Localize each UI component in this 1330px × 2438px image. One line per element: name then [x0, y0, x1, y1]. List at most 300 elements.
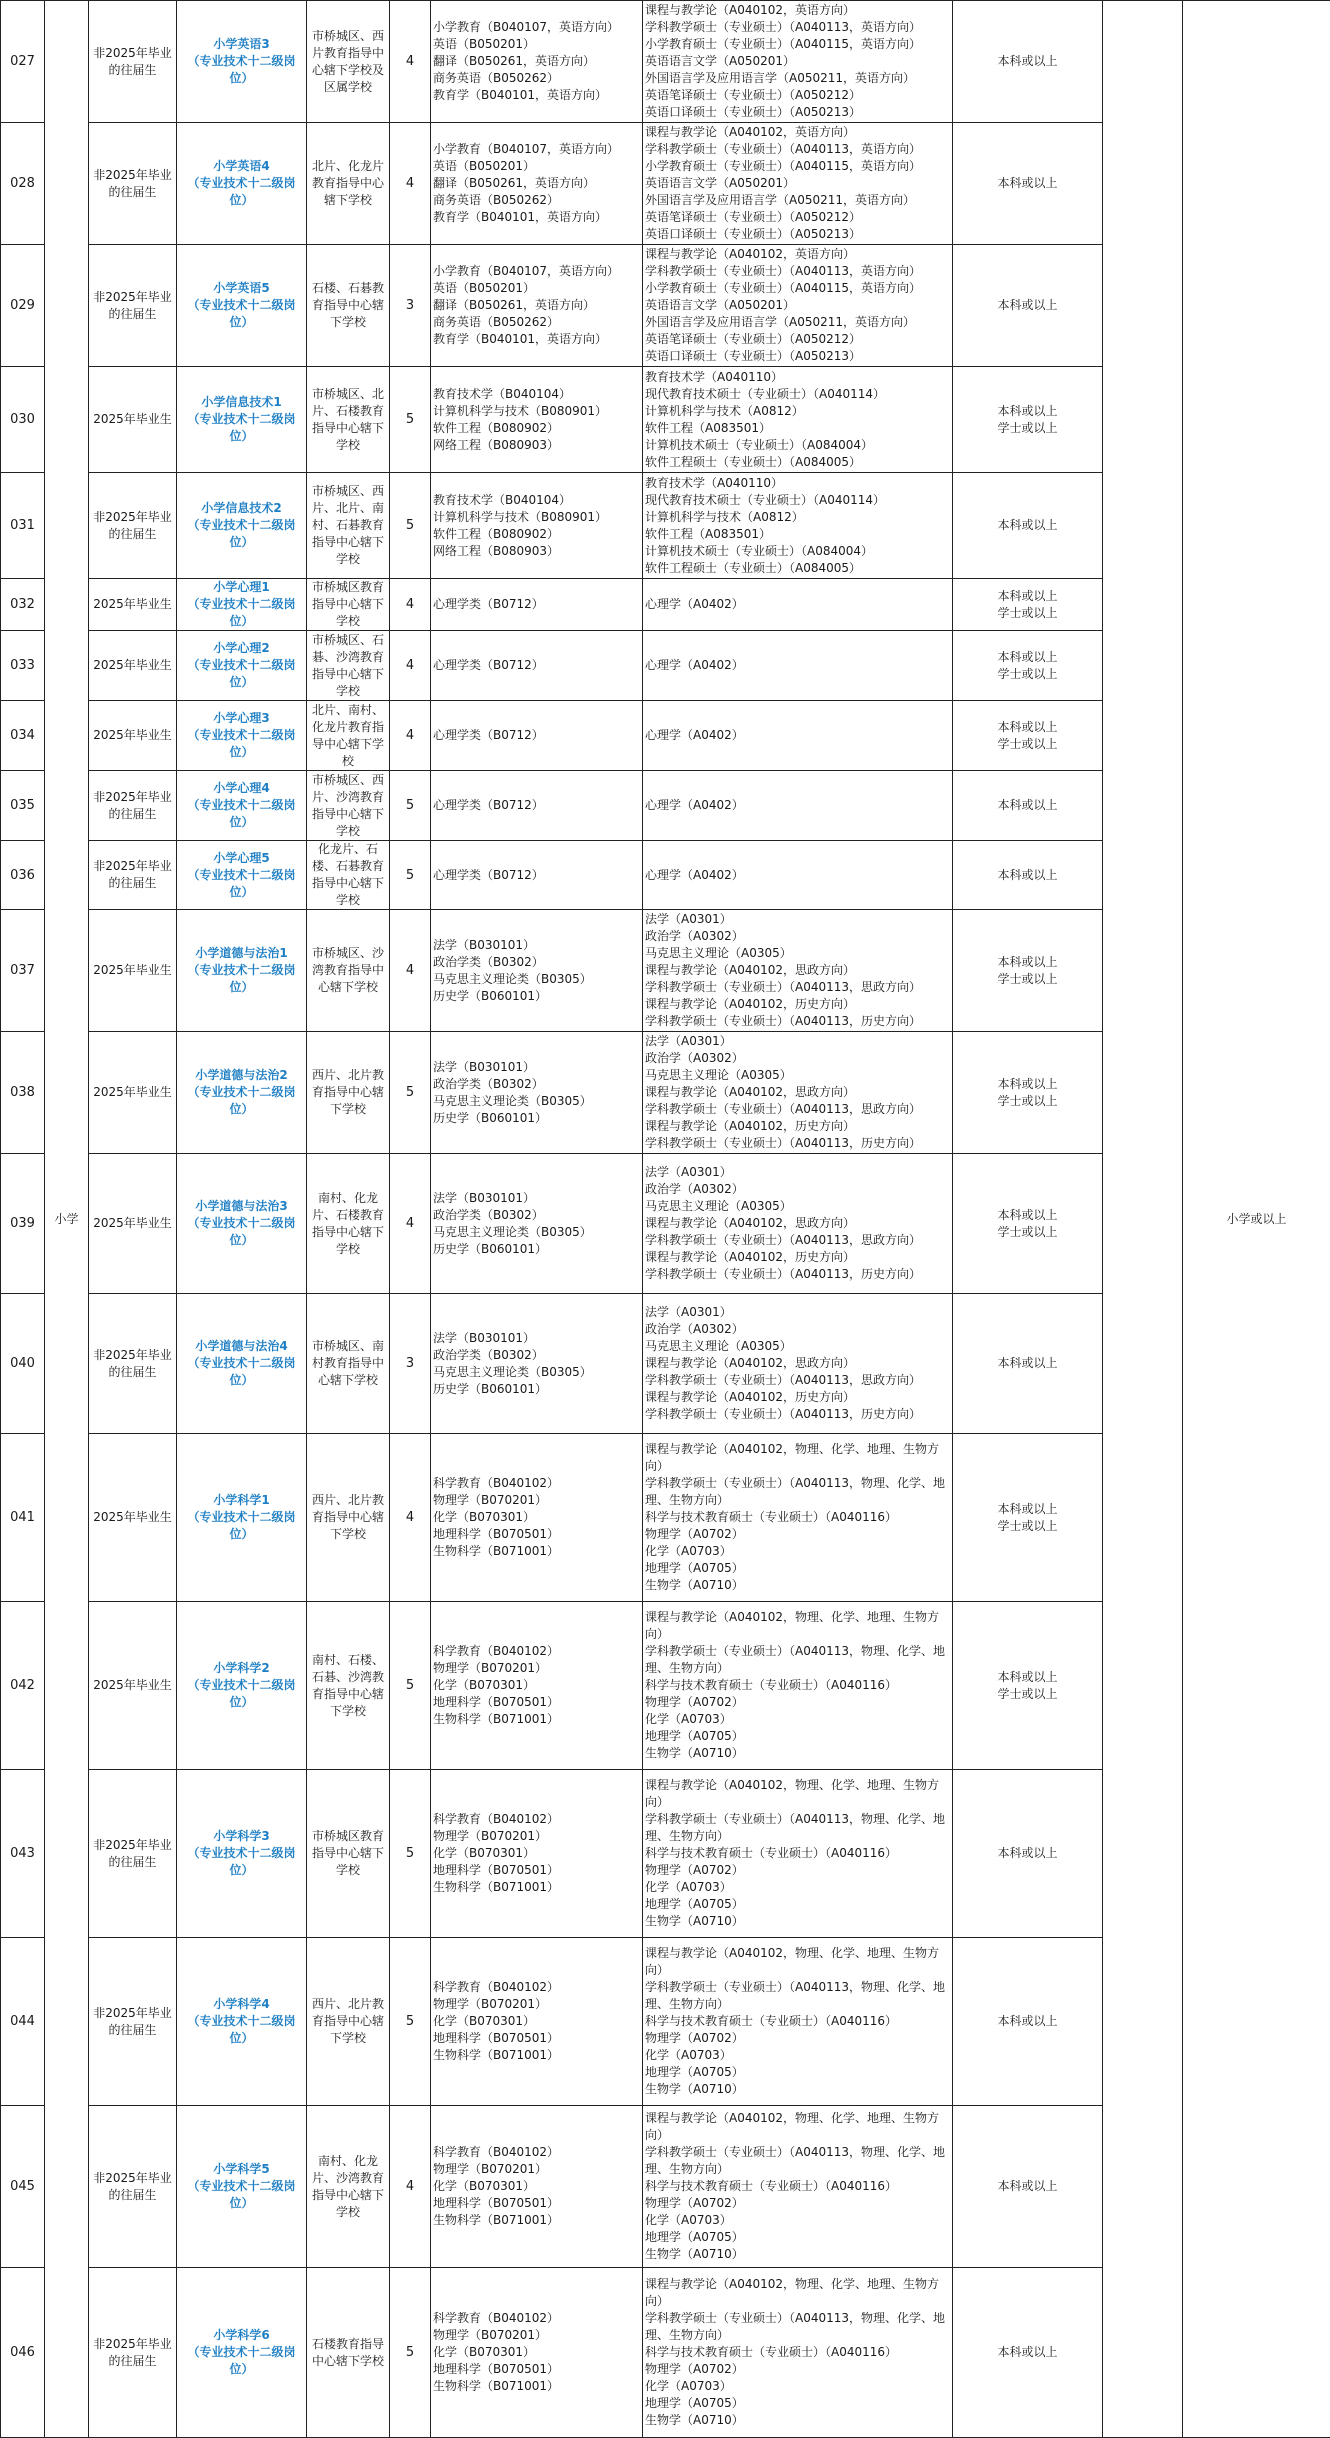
position-title-cell: [177, 2106, 307, 2268]
postgrad-major-item: 政治学（A0302）: [645, 1321, 950, 1338]
education-item: 本科或以上: [955, 1501, 1100, 1518]
education-requirement: [953, 1, 1103, 123]
position-code: 046: [1, 2268, 45, 2438]
postgrad-major-item: 软件工程硕士（专业硕士）（A084005）: [645, 454, 950, 471]
postgrad-major-item: 地理学（A0705）: [645, 1560, 950, 1577]
undergrad-major-item: 物理学（B070201）: [433, 1996, 640, 2013]
postgrad-major-item: 计算机技术硕士（专业硕士）（A084004）: [645, 543, 950, 560]
undergrad-major-item: 物理学（B070201）: [433, 1492, 640, 1509]
postgrad-major-item: 学科教学硕士（专业硕士）（A040113，英语方向）: [645, 263, 950, 280]
position-title-cell: [177, 1434, 307, 1602]
position-title: 小学信息技术2: [179, 500, 304, 517]
position-code: 039: [1, 1154, 45, 1294]
position-title-cell: [177, 1, 307, 123]
postgrad-major-item: 物理学（A0702）: [645, 1862, 950, 1879]
postgrad-major-item: 生物学（A0710）: [645, 1913, 950, 1930]
education-requirement: [953, 701, 1103, 771]
position-code: 031: [1, 473, 45, 579]
undergrad-major-item: 软件工程（B080902）: [433, 420, 640, 437]
undergrad-majors: [431, 1294, 643, 1434]
graduate-type: 非2025年毕业的往届生: [89, 245, 177, 367]
undergrad-major-item: 科学教育（B040102）: [433, 1811, 640, 1828]
graduate-type: 2025年毕业生: [89, 367, 177, 473]
position-grade: （专业技术十二级岗位）: [179, 53, 304, 87]
table-row: [1, 1, 1330, 123]
education-item: 本科或以上: [955, 1845, 1100, 1862]
postgrad-majors: [643, 2268, 953, 2438]
position-title-cell: [177, 1602, 307, 1770]
postgrad-major-item: 政治学（A0302）: [645, 1181, 950, 1198]
postgrad-majors: [643, 1032, 953, 1154]
headcount: 5: [390, 1032, 431, 1154]
position-code: 035: [1, 771, 45, 841]
postgrad-major-item: 课程与教学论（A040102，思政方向）: [645, 1215, 950, 1232]
position-grade: （专业技术十二级岗位）: [179, 1215, 304, 1249]
undergrad-major-item: 化学（B070301）: [433, 1677, 640, 1694]
postgrad-major-item: 心理学（A0402）: [645, 596, 950, 613]
undergrad-major-item: 网络工程（B080903）: [433, 437, 640, 454]
undergrad-major-item: 物理学（B070201）: [433, 1660, 640, 1677]
position-title-cell: [177, 910, 307, 1032]
position-title: 小学英语3: [179, 36, 304, 53]
undergrad-major-item: 计算机科学与技术（B080901）: [433, 509, 640, 526]
position-title: 小学科学4: [179, 1996, 304, 2013]
position-title-cell: [177, 1770, 307, 1938]
undergrad-majors: [431, 2106, 643, 2268]
employer-unit: 南村、化龙片、沙湾教育指导中心辖下学校: [307, 2106, 390, 2268]
undergrad-major-item: 教育学（B040101，英语方向）: [433, 331, 640, 348]
position-title: 小学信息技术1: [179, 394, 304, 411]
postgrad-major-item: 外国语言学及应用语言学（A050211，英语方向）: [645, 70, 950, 87]
undergrad-major-item: 小学教育（B040107，英语方向）: [433, 263, 640, 280]
undergrad-major-item: 物理学（B070201）: [433, 1828, 640, 1845]
postgrad-majors: [643, 245, 953, 367]
education-item: 本科或以上: [955, 649, 1100, 666]
employer-unit: 市桥城区、南村教育指导中心辖下学校: [307, 1294, 390, 1434]
education-item: 本科或以上: [955, 175, 1100, 192]
undergrad-major-item: 化学（B070301）: [433, 1509, 640, 1526]
position-code: 044: [1, 1938, 45, 2106]
undergrad-major-item: 政治学类（B0302）: [433, 1347, 640, 1364]
undergrad-major-item: 生物科学（B071001）: [433, 2378, 640, 2395]
employer-unit: 市桥城区、沙湾教育指导中心辖下学校: [307, 910, 390, 1032]
school-level-cell: 小学: [45, 1, 89, 2438]
postgrad-major-item: 课程与教学论（A040102，历史方向）: [645, 1118, 950, 1135]
position-title-cell: [177, 367, 307, 473]
postgrad-major-item: 学科教学硕士（专业硕士）（A040113，英语方向）: [645, 141, 950, 158]
employer-unit: 市桥城区、西片、北片、南村、石碁教育指导中心辖下学校: [307, 473, 390, 579]
education-requirement: [953, 1032, 1103, 1154]
undergrad-major-item: 商务英语（B050262）: [433, 70, 640, 87]
undergrad-major-item: 生物科学（B071001）: [433, 2212, 640, 2229]
headcount: 5: [390, 367, 431, 473]
undergrad-majors: [431, 1434, 643, 1602]
postgrad-major-item: 地理学（A0705）: [645, 1896, 950, 1913]
undergrad-major-item: 网络工程（B080903）: [433, 543, 640, 560]
position-grade: （专业技术十二级岗位）: [179, 797, 304, 831]
postgrad-major-item: 科学与技术教育硕士（专业硕士）（A040116）: [645, 2344, 950, 2361]
undergrad-major-item: 英语（B050201）: [433, 158, 640, 175]
employer-unit: 市桥城区、北片、石楼教育指导中心辖下学校: [307, 367, 390, 473]
graduate-type: 2025年毕业生: [89, 1154, 177, 1294]
graduate-type: 非2025年毕业的往届生: [89, 771, 177, 841]
position-code: 030: [1, 367, 45, 473]
education-item: 本科或以上: [955, 517, 1100, 534]
employer-unit: 石楼教育指导中心辖下学校: [307, 2268, 390, 2438]
postgrad-major-item: 计算机技术硕士（专业硕士）（A084004）: [645, 437, 950, 454]
undergrad-major-item: 物理学（B070201）: [433, 2161, 640, 2178]
postgrad-major-item: 地理学（A0705）: [645, 2064, 950, 2081]
position-grade: （专业技术十二级岗位）: [179, 867, 304, 901]
undergrad-majors: [431, 367, 643, 473]
headcount: 4: [390, 701, 431, 771]
postgrad-major-item: 学科教学硕士（专业硕士）（A040113，物理、化学、地理、生物方向）: [645, 2144, 950, 2178]
postgrad-major-item: 教育技术学（A040110）: [645, 369, 950, 386]
postgrad-major-item: 生物学（A0710）: [645, 2246, 950, 2263]
undergrad-major-item: 地理科学（B070501）: [433, 2361, 640, 2378]
headcount: 4: [390, 1154, 431, 1294]
headcount: 5: [390, 2268, 431, 2438]
postgrad-major-item: 学科教学硕士（专业硕士）（A040113，历史方向）: [645, 1406, 950, 1423]
undergrad-majors: [431, 1602, 643, 1770]
position-code: 037: [1, 910, 45, 1032]
position-title: 小学英语5: [179, 280, 304, 297]
education-item: 本科或以上: [955, 719, 1100, 736]
position-code: 033: [1, 631, 45, 701]
postgrad-major-item: 学科教学硕士（专业硕士）（A040113，思政方向）: [645, 1232, 950, 1249]
postgrad-major-item: 科学与技术教育硕士（专业硕士）（A040116）: [645, 1509, 950, 1526]
undergrad-major-item: 马克思主义理论类（B0305）: [433, 971, 640, 988]
undergrad-major-item: 教育技术学（B040104）: [433, 492, 640, 509]
postgrad-major-item: 地理学（A0705）: [645, 2395, 950, 2412]
postgrad-major-item: 课程与教学论（A040102，英语方向）: [645, 2, 950, 19]
education-item: 本科或以上: [955, 2013, 1100, 2030]
postgrad-major-item: 课程与教学论（A040102，思政方向）: [645, 962, 950, 979]
postgrad-major-item: 课程与教学论（A040102，英语方向）: [645, 246, 950, 263]
postgrad-major-item: 学科教学硕士（专业硕士）（A040113，物理、化学、地理、生物方向）: [645, 1643, 950, 1677]
undergrad-major-item: 科学教育（B040102）: [433, 1475, 640, 1492]
undergrad-major-item: 化学（B070301）: [433, 2344, 640, 2361]
education-requirement: [953, 1770, 1103, 1938]
undergrad-major-item: 英语（B050201）: [433, 280, 640, 297]
postgrad-major-item: 外国语言学及应用语言学（A050211，英语方向）: [645, 314, 950, 331]
position-title-cell: [177, 841, 307, 910]
position-grade: （专业技术十二级岗位）: [179, 2013, 304, 2047]
education-requirement: [953, 2268, 1103, 2438]
employer-unit: 西片、北片教育指导中心辖下学校: [307, 1938, 390, 2106]
postgrad-majors: [643, 1434, 953, 1602]
undergrad-major-item: 小学教育（B040107，英语方向）: [433, 19, 640, 36]
postgrad-major-item: 英语语言文学（A050201）: [645, 175, 950, 192]
education-requirement: [953, 771, 1103, 841]
position-grade: （专业技术十二级岗位）: [179, 2344, 304, 2378]
position-title: 小学心理4: [179, 780, 304, 797]
position-grade: （专业技术十二级岗位）: [179, 411, 304, 445]
postgrad-major-item: 软件工程（A083501）: [645, 526, 950, 543]
postgrad-majors: [643, 631, 953, 701]
graduate-type: 2025年毕业生: [89, 579, 177, 631]
postgrad-major-item: 学科教学硕士（专业硕士）（A040113，思政方向）: [645, 1372, 950, 1389]
position-title: 小学科学1: [179, 1492, 304, 1509]
undergrad-major-item: 翻译（B050261，英语方向）: [433, 297, 640, 314]
headcount: 4: [390, 631, 431, 701]
education-requirement: [953, 473, 1103, 579]
undergrad-majors: [431, 1032, 643, 1154]
postgrad-major-item: 英语语言文学（A050201）: [645, 297, 950, 314]
headcount: 4: [390, 910, 431, 1032]
undergrad-major-item: 马克思主义理论类（B0305）: [433, 1093, 640, 1110]
postgrad-major-item: 科学与技术教育硕士（专业硕士）（A040116）: [645, 2178, 950, 2195]
employer-unit: 南村、石楼、石碁、沙湾教育指导中心辖下学校: [307, 1602, 390, 1770]
position-grade: （专业技术十二级岗位）: [179, 727, 304, 761]
headcount: 4: [390, 579, 431, 631]
postgrad-major-item: 地理学（A0705）: [645, 2229, 950, 2246]
undergrad-major-item: 地理科学（B070501）: [433, 2195, 640, 2212]
postgrad-major-item: 课程与教学论（A040102，历史方向）: [645, 1249, 950, 1266]
education-requirement: [953, 1434, 1103, 1602]
headcount: 3: [390, 245, 431, 367]
postgrad-major-item: 小学教育硕士（专业硕士）（A040115，英语方向）: [645, 36, 950, 53]
postgrad-major-item: 学科教学硕士（专业硕士）（A040113，物理、化学、地理、生物方向）: [645, 1475, 950, 1509]
postgrad-major-item: 小学教育硕士（专业硕士）（A040115，英语方向）: [645, 158, 950, 175]
postgrad-majors: [643, 701, 953, 771]
undergrad-major-item: 翻译（B050261，英语方向）: [433, 175, 640, 192]
postgrad-majors: [643, 1770, 953, 1938]
position-code: 027: [1, 1, 45, 123]
postgrad-major-item: 法学（A0301）: [645, 1304, 950, 1321]
postgrad-major-item: 马克思主义理论（A0305）: [645, 1067, 950, 1084]
position-code: 043: [1, 1770, 45, 1938]
position-title: 小学科学5: [179, 2161, 304, 2178]
postgrad-major-item: 计算机科学与技术（A0812）: [645, 403, 950, 420]
undergrad-major-item: 英语（B050201）: [433, 36, 640, 53]
undergrad-major-item: 科学教育（B040102）: [433, 1979, 640, 1996]
undergrad-major-item: 政治学类（B0302）: [433, 1076, 640, 1093]
position-title: 小学心理1: [179, 579, 304, 596]
education-item: 学士或以上: [955, 420, 1100, 437]
teacher-cert-requirement: 小学或以上: [1183, 1, 1330, 2438]
position-code: 032: [1, 579, 45, 631]
postgrad-majors: [643, 123, 953, 245]
postgrad-major-item: 法学（A0301）: [645, 1164, 950, 1181]
postgrad-majors: [643, 1602, 953, 1770]
undergrad-major-item: 地理科学（B070501）: [433, 1694, 640, 1711]
graduate-type: 2025年毕业生: [89, 701, 177, 771]
graduate-type: 非2025年毕业的往届生: [89, 1770, 177, 1938]
position-code: 042: [1, 1602, 45, 1770]
postgrad-major-item: 物理学（A0702）: [645, 2361, 950, 2378]
education-requirement: [953, 1154, 1103, 1294]
postgrad-major-item: 学科教学硕士（专业硕士）（A040113，思政方向）: [645, 979, 950, 996]
postgrad-major-item: 课程与教学论（A040102，历史方向）: [645, 1389, 950, 1406]
postgrad-major-item: 外国语言学及应用语言学（A050211，英语方向）: [645, 192, 950, 209]
education-item: 学士或以上: [955, 971, 1100, 988]
postgrad-major-item: 学科教学硕士（专业硕士）（A040113，历史方向）: [645, 1135, 950, 1152]
education-item: 本科或以上: [955, 588, 1100, 605]
undergrad-major-item: 马克思主义理论类（B0305）: [433, 1224, 640, 1241]
postgrad-major-item: 化学（A0703）: [645, 1543, 950, 1560]
postgrad-major-item: 心理学（A0402）: [645, 797, 950, 814]
undergrad-major-item: 计算机科学与技术（B080901）: [433, 403, 640, 420]
postgrad-major-item: 学科教学硕士（专业硕士）（A040113，物理、化学、地理、生物方向）: [645, 1811, 950, 1845]
postgrad-majors: [643, 579, 953, 631]
position-title: 小学科学2: [179, 1660, 304, 1677]
postgrad-major-item: 教育技术学（A040110）: [645, 475, 950, 492]
position-grade: （专业技术十二级岗位）: [179, 2178, 304, 2212]
undergrad-major-item: 历史学（B060101）: [433, 1241, 640, 1258]
postgrad-major-item: 小学教育硕士（专业硕士）（A040115，英语方向）: [645, 280, 950, 297]
postgrad-major-item: 马克思主义理论（A0305）: [645, 1198, 950, 1215]
undergrad-major-item: 心理学类（B0712）: [433, 867, 640, 884]
headcount: 4: [390, 1, 431, 123]
education-requirement: [953, 631, 1103, 701]
undergrad-major-item: 软件工程（B080902）: [433, 526, 640, 543]
postgrad-major-item: 课程与教学论（A040102，历史方向）: [645, 996, 950, 1013]
postgrad-major-item: 化学（A0703）: [645, 2212, 950, 2229]
postgrad-major-item: 生物学（A0710）: [645, 2412, 950, 2429]
position-grade: （专业技术十二级岗位）: [179, 1084, 304, 1118]
position-title: 小学道德与法治4: [179, 1338, 304, 1355]
employer-unit: 北片、化龙片教育指导中心辖下学校: [307, 123, 390, 245]
undergrad-majors: [431, 1770, 643, 1938]
postgrad-major-item: 物理学（A0702）: [645, 1526, 950, 1543]
position-grade: （专业技术十二级岗位）: [179, 657, 304, 691]
employer-unit: 南村、化龙片、石楼教育指导中心辖下学校: [307, 1154, 390, 1294]
undergrad-major-item: 物理学（B070201）: [433, 2327, 640, 2344]
graduate-type: 非2025年毕业的往届生: [89, 2268, 177, 2438]
postgrad-major-item: 课程与教学论（A040102，英语方向）: [645, 124, 950, 141]
position-title-cell: [177, 701, 307, 771]
graduate-type: 2025年毕业生: [89, 1602, 177, 1770]
headcount: 4: [390, 123, 431, 245]
education-item: 本科或以上: [955, 867, 1100, 884]
postgrad-major-item: 课程与教学论（A040102，物理、化学、地理、生物方向）: [645, 1945, 950, 1979]
position-title: 小学心理3: [179, 710, 304, 727]
education-requirement: [953, 1602, 1103, 1770]
postgrad-majors: [643, 910, 953, 1032]
position-title: 小学科学3: [179, 1828, 304, 1845]
postgrad-major-item: 化学（A0703）: [645, 1879, 950, 1896]
education-requirement: [953, 2106, 1103, 2268]
postgrad-major-item: 化学（A0703）: [645, 1711, 950, 1728]
graduate-type: 2025年毕业生: [89, 910, 177, 1032]
employer-unit: 市桥城区、石碁、沙湾教育指导中心辖下学校: [307, 631, 390, 701]
undergrad-major-item: 政治学类（B0302）: [433, 954, 640, 971]
undergrad-major-item: 法学（B030101）: [433, 1190, 640, 1207]
employer-unit: 市桥城区、西片教育指导中心辖下学校及区属学校: [307, 1, 390, 123]
undergrad-majors: [431, 701, 643, 771]
education-item: 本科或以上: [955, 2344, 1100, 2361]
postgrad-major-item: 马克思主义理论（A0305）: [645, 1338, 950, 1355]
undergrad-majors: [431, 579, 643, 631]
table-body: [1, 1, 1330, 2438]
postgrad-major-item: 心理学（A0402）: [645, 867, 950, 884]
education-requirement: [953, 910, 1103, 1032]
position-title-cell: [177, 1154, 307, 1294]
undergrad-majors: [431, 841, 643, 910]
graduate-type: 2025年毕业生: [89, 1032, 177, 1154]
position-title-cell: [177, 771, 307, 841]
postgrad-major-item: 课程与教学论（A040102，物理、化学、地理、生物方向）: [645, 2276, 950, 2310]
postgrad-major-item: 物理学（A0702）: [645, 1694, 950, 1711]
undergrad-major-item: 生物科学（B071001）: [433, 2047, 640, 2064]
postgrad-majors: [643, 2106, 953, 2268]
position-title: 小学科学6: [179, 2327, 304, 2344]
postgrad-majors: [643, 367, 953, 473]
education-item: 学士或以上: [955, 736, 1100, 753]
headcount: 5: [390, 1938, 431, 2106]
postgrad-major-item: 学科教学硕士（专业硕士）（A040113，英语方向）: [645, 19, 950, 36]
undergrad-major-item: 生物科学（B071001）: [433, 1879, 640, 1896]
headcount: 5: [390, 1770, 431, 1938]
graduate-type: 2025年毕业生: [89, 1434, 177, 1602]
postgrad-major-item: 政治学（A0302）: [645, 1050, 950, 1067]
postgrad-major-item: 软件工程硕士（专业硕士）（A084005）: [645, 560, 950, 577]
undergrad-majors: [431, 1154, 643, 1294]
education-item: 本科或以上: [955, 297, 1100, 314]
postgrad-majors: [643, 1938, 953, 2106]
position-title-cell: [177, 2268, 307, 2438]
undergrad-major-item: 心理学类（B0712）: [433, 657, 640, 674]
position-title-cell: [177, 1294, 307, 1434]
postgrad-major-item: 课程与教学论（A040102，物理、化学、地理、生物方向）: [645, 1441, 950, 1475]
position-title-cell: [177, 1032, 307, 1154]
undergrad-major-item: 马克思主义理论类（B0305）: [433, 1364, 640, 1381]
education-item: 本科或以上: [955, 53, 1100, 70]
education-item: 学士或以上: [955, 605, 1100, 622]
education-item: 学士或以上: [955, 1518, 1100, 1535]
postgrad-majors: [643, 1294, 953, 1434]
postgrad-major-item: 科学与技术教育硕士（专业硕士）（A040116）: [645, 1845, 950, 1862]
postgrad-major-item: 学科教学硕士（专业硕士）（A040113，思政方向）: [645, 1101, 950, 1118]
graduate-type: 非2025年毕业的往届生: [89, 841, 177, 910]
undergrad-major-item: 历史学（B060101）: [433, 988, 640, 1005]
postgrad-major-item: 课程与教学论（A040102，思政方向）: [645, 1355, 950, 1372]
position-grade: （专业技术十二级岗位）: [179, 1845, 304, 1879]
undergrad-major-item: 心理学类（B0712）: [433, 596, 640, 613]
postgrad-major-item: 英语口译硕士（专业硕士）（A050213）: [645, 104, 950, 121]
education-item: 本科或以上: [955, 1207, 1100, 1224]
headcount: 5: [390, 841, 431, 910]
postgrad-major-item: 现代教育技术硕士（专业硕士）（A040114）: [645, 386, 950, 403]
position-grade: （专业技术十二级岗位）: [179, 596, 304, 630]
graduate-type: 2025年毕业生: [89, 631, 177, 701]
undergrad-majors: [431, 245, 643, 367]
undergrad-major-item: 教育技术学（B040104）: [433, 386, 640, 403]
postgrad-major-item: 课程与教学论（A040102，物理、化学、地理、生物方向）: [645, 1609, 950, 1643]
postgrad-major-item: 英语笔译硕士（专业硕士）（A050212）: [645, 331, 950, 348]
position-title-cell: [177, 123, 307, 245]
position-grade: （专业技术十二级岗位）: [179, 1677, 304, 1711]
graduate-type: 非2025年毕业的往届生: [89, 473, 177, 579]
undergrad-majors: [431, 1938, 643, 2106]
undergrad-major-item: 政治学类（B0302）: [433, 1207, 640, 1224]
postgrad-major-item: 英语口译硕士（专业硕士）（A050213）: [645, 348, 950, 365]
position-code: 029: [1, 245, 45, 367]
position-title-cell: [177, 1938, 307, 2106]
education-item: 本科或以上: [955, 954, 1100, 971]
undergrad-major-item: 化学（B070301）: [433, 1845, 640, 1862]
education-item: 学士或以上: [955, 1224, 1100, 1241]
postgrad-major-item: 学科教学硕士（专业硕士）（A040113，历史方向）: [645, 1013, 950, 1030]
postgrad-major-item: 学科教学硕士（专业硕士）（A040113，物理、化学、地理、生物方向）: [645, 1979, 950, 2013]
postgrad-major-item: 心理学（A0402）: [645, 657, 950, 674]
graduate-type: 非2025年毕业的往届生: [89, 1, 177, 123]
education-item: 本科或以上: [955, 1355, 1100, 1372]
position-title: 小学道德与法治3: [179, 1198, 304, 1215]
postgrad-major-item: 学科教学硕士（专业硕士）（A040113，历史方向）: [645, 1266, 950, 1283]
undergrad-major-item: 生物科学（B071001）: [433, 1711, 640, 1728]
